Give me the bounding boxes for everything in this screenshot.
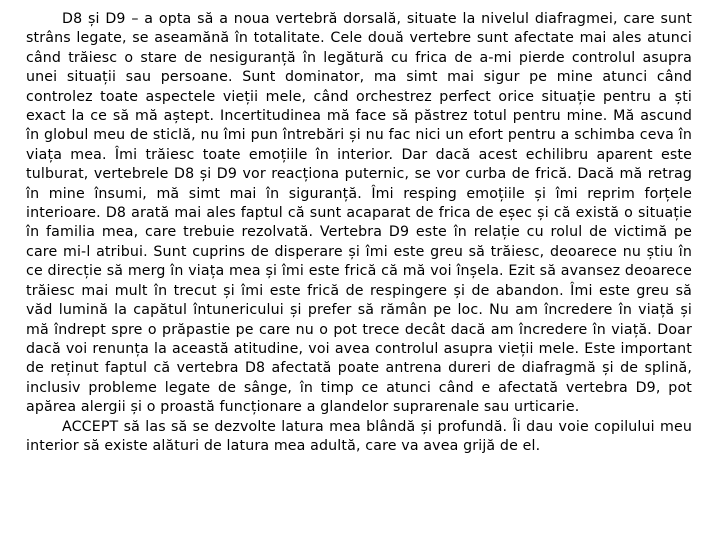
- paragraph-text: – a opta să a noua vertebră dorsală, situate la nivelul diafragmei, care sunt strâns legate, se aseamănă în totalitate. Cele două vertebre sunt afectate mai ales atunci când trăiesc o stare de nesiguranță în legătură cu frica de a-mi pierde controlul asupra unei situații sau persoane. Sunt dominator, ma simt mai sigur pe mine atunci când controlez toate aspectele vieții mele, când orchestrez perfect orice situație pentru a ști exact la ce să mă aștept. Incertitudinea mă face să păstrez totul pentru mine. Mă ascund în globul meu de sticlă, nu îmi pun întrebări și nu fac nici un efort pentru a schimba ceva în viața mea. Îmi trăiesc toate emoțiile în interior. Dar dacă acest echilibru aparent este tulburat, vertebrele D8 și D9 vor reacționa puternic, se vor curba de frică. Dacă mă retrag în mine însumi, mă simt mai în siguranță. Îmi resping emoțiile și îmi reprim forțele interioare. D8 arată mai ales faptul că sunt acaparat de frica de eșec și că există o situație în familia mea, care trebuie rezolvată. Vertebra D9 este în relație cu rolul de victimă pe care mi-l atribui. Sunt cuprins de disperare și îmi este greu să trăiesc, deoarece nu știu în ce direcție să merg în viața mea și îmi este frică că mă voi înșela. Ezit să avansez deoarece trăiesc mai mult în trecut și îmi este frică de respingere și de abandon. Îmi este greu să văd lumină la capătul întunericului și prefer să rămân pe loc. Nu am încredere în viață și mă îndrept spre o prăpastie pe care nu o pot trece decât dacă am încredere în viață. Doar dacă voi renunța la această atitudine, voi avea controlul asupra vieții mele. Este important de reținut faptul că vertebra: [26, 11, 693, 377]
- paragraph-accept: [26, 418, 692, 457]
- paragraph-text: și: [82, 11, 106, 27]
- paragraph-text: , pot apărea alergii și o proastă funcționare a glandelor suprarenale sau urticarie.: [26, 379, 692, 416]
- paragraph-text: afectată poate antrena dureri de diafragmă și de splină, inclusiv probleme legate de sânge, în timp ce atunci când e afectată vertebra: [26, 360, 692, 396]
- paragraph-text: să las să se dezvolte latura mea blândă și profundă. Îi dau voie copilului meu interior să existe alături de latura mea adultă, care va avea grijă de el.: [26, 418, 692, 454]
- keyword-d9: D9: [635, 379, 656, 396]
- keyword-d8: D8: [244, 360, 266, 377]
- keyword-accept: ACCEPT: [62, 418, 119, 435]
- document-page: [26, 10, 692, 456]
- keyword-d9: D9: [105, 11, 126, 27]
- keyword-d8: D8: [62, 11, 83, 27]
- paragraph-vertebrae-d8-d9: [26, 10, 692, 418]
